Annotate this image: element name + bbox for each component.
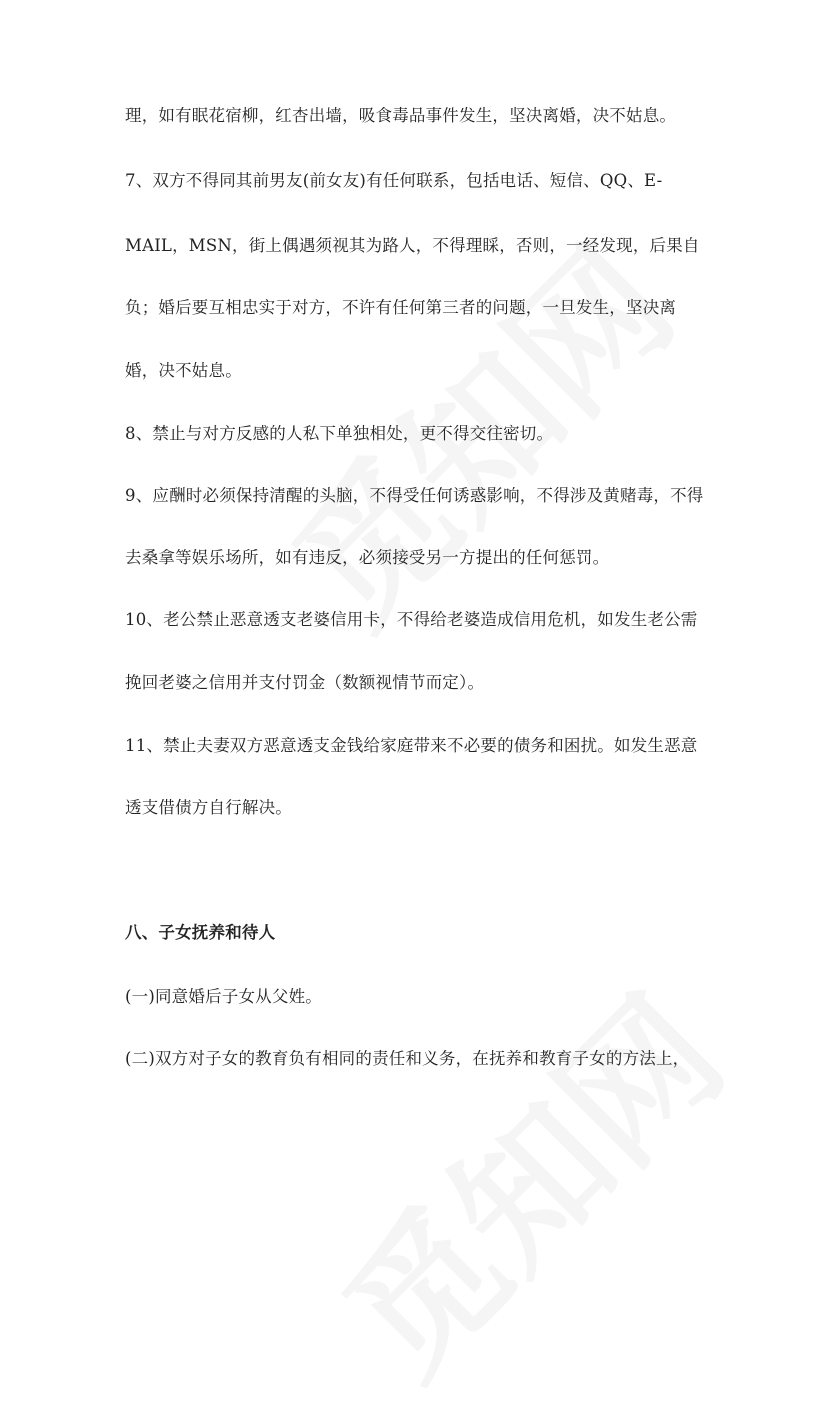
paragraph-line: 理，如有眠花宿柳，红杏出墙，吸食毒品事件发生，坚决离婚，决不姑息。 (125, 106, 677, 125)
paragraph-line: 7、双方不得同其前男友(前女友)有任何联系，包括电话、短信、QQ、E- (125, 171, 663, 190)
paragraph-line: 挽回老婆之信用并支付罚金（数额视情节而定）。 (125, 673, 485, 692)
paragraph-line: 透支借债方自行解决。 (125, 798, 292, 817)
paragraph-line: 8、禁止与对方反感的人私下单独相处，更不得交往密切。 (125, 424, 554, 443)
paragraph-line: 去桑拿等娱乐场所，如有违反，必须接受另一方提出的任何惩罚。 (125, 548, 610, 567)
section-heading: 八、子女抚养和待人 (125, 923, 276, 942)
paragraph-line: (二)双方对子女的教育负有相同的责任和义务，在抚养和教育子女的方法上， (125, 1049, 690, 1068)
paragraph-line: (一)同意婚后子女从父姓。 (125, 987, 322, 1006)
paragraph-line: MAIL，MSN，街上偶遇须视其为路人，不得理睬，否则，一经发现，后果自 (125, 236, 700, 255)
paragraph-line: 11、禁止夫妻双方恶意透支金钱给家庭带来不必要的债务和困扰。如发生恶意 (125, 736, 698, 755)
paragraph-line: 9、应酬时必须保持清醒的头脑，不得受任何诱惑影响，不得涉及黄赌毒，不得 (125, 486, 704, 505)
paragraph-line: 婚，决不姑息。 (125, 361, 242, 380)
paragraph-line: 负；婚后要互相忠实于对方，不许有任何第三者的问题，一旦发生，坚决离 (125, 298, 677, 317)
watermark (290, 943, 761, 1413)
paragraph-line: 10、老公禁止恶意透支老婆信用卡，不得给老婆造成信用危机，如发生老公需 (125, 610, 698, 629)
